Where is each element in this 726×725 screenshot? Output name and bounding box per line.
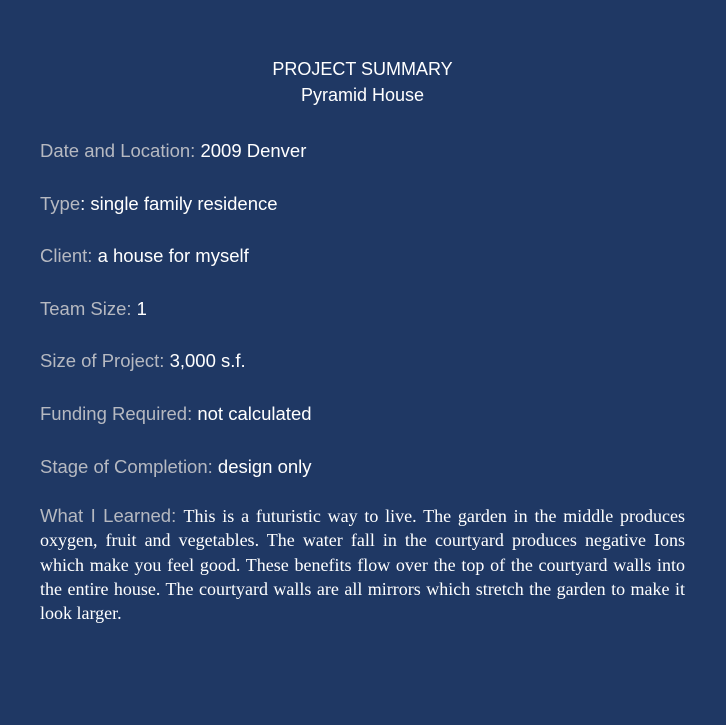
page-title: PROJECT SUMMARY [272, 59, 453, 79]
field-label: Date and Location: [40, 140, 196, 161]
field-value: 3,000 s.f. [169, 350, 246, 372]
field-label: Funding Required: [40, 402, 193, 424]
field-client [40, 243, 685, 269]
field-value: design only [217, 455, 312, 477]
field-label: Size of Project: [40, 350, 165, 372]
what-i-learned-paragraph [40, 504, 685, 625]
field-team-size [40, 296, 685, 322]
field-stage [40, 454, 685, 480]
field-value: 1 [136, 297, 147, 319]
field-value: : single family residence [80, 192, 278, 214]
learned-label: What I Learned: [40, 505, 177, 527]
learned-text: This is a futuristic way to live. The garden in the middle produces oxygen, fruit and vegetables. The water fall in the courtyard produces negative Ions which make you feel good. These benefits flow over the top of the courtyard walls into the entire house. The courtyard walls are all mirrors which stretch the garden to make it look larger. [40, 506, 685, 623]
field-funding [40, 401, 685, 427]
field-label: Team Size: [40, 297, 132, 319]
field-label: Stage of Completion: [40, 455, 213, 477]
project-name: Pyramid House [300, 85, 425, 105]
field-value: a house for myself [97, 245, 249, 267]
field-type [40, 191, 685, 217]
summary-fields [40, 138, 685, 480]
field-value: 2009 Denver [200, 140, 307, 161]
field-label: Client: [40, 245, 93, 267]
field-project-size [40, 348, 685, 374]
field-label: Type [40, 192, 81, 214]
field-value: not calculated [197, 402, 312, 424]
field-date-location [40, 138, 685, 164]
